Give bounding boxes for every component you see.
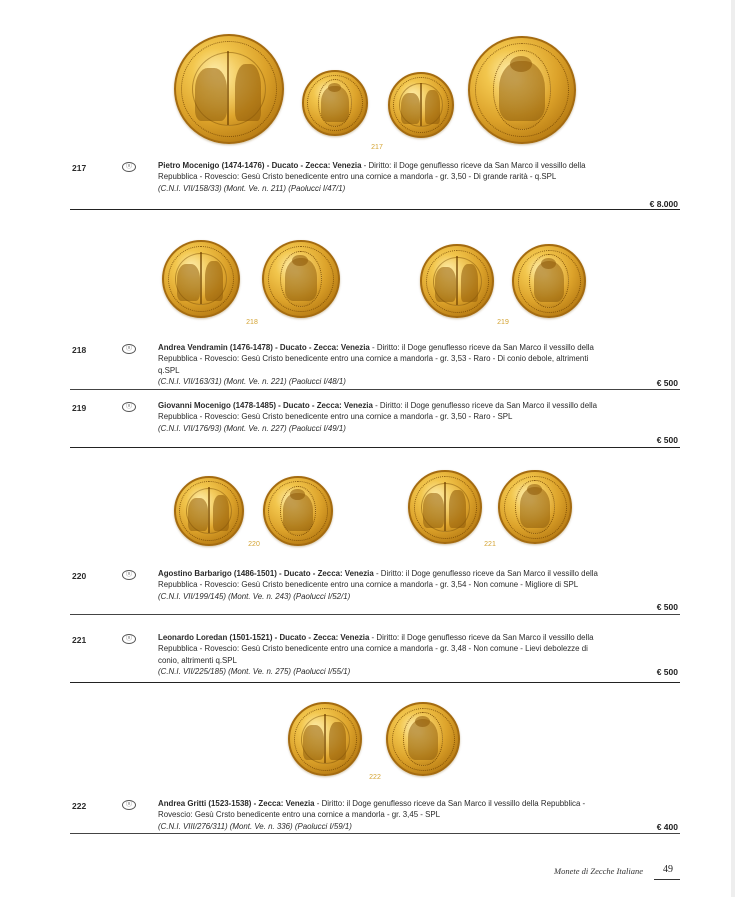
- coin-photo: [262, 240, 340, 318]
- catalog-entry: [70, 568, 680, 620]
- lot-description: [158, 632, 603, 678]
- lot-references: (C.N.I. VIII/276/311) (Mont. Ve. n. 336) (Paolucci I/59/1): [158, 821, 352, 831]
- catalog-entry: [70, 632, 680, 684]
- plate-number-label: 220: [248, 541, 260, 548]
- coin-photo: [302, 70, 368, 136]
- lot-details: - Diritto: il Doge genuflesso riceve da San Marco il vessillo della Repubblica - Rovescio: Gesù Cristo benedicente entro una cornice a mandorla - gr. 3,53 - Raro - Di conio debole, altrimenti q.SPL: [158, 343, 594, 375]
- coin-type-icon: ⓝ: [122, 800, 136, 810]
- entry-divider: [70, 682, 680, 683]
- entry-divider: [70, 209, 680, 210]
- lot-references: (C.N.I. VII/176/93) (Mont. Ve. n. 227) (Paolucci I/49/1): [158, 423, 346, 433]
- plate-number-label: 219: [497, 319, 509, 326]
- lot-price: € 500: [656, 667, 678, 677]
- coin-photo: [174, 476, 244, 546]
- lot-number: 219: [72, 403, 87, 413]
- coin-photo: [263, 476, 333, 546]
- lot-details: - Diritto: il Doge genuflesso riceve da San Marco il vessillo della Repubblica - Rovescio: Gesù Cristo benedicente entro una cornice a mandorla - gr. 3,50 - Di grande rarità - q.SPL: [158, 161, 586, 182]
- catalog-entry: [70, 400, 680, 452]
- lot-price: € 500: [656, 378, 678, 388]
- coin-type-icon: ⓝ: [122, 344, 136, 354]
- lot-number: 217: [72, 163, 87, 173]
- plate-number-label: 221: [484, 541, 496, 548]
- lot-title: Agostino Barbarigo (1486-1501) - Ducato - Zecca: Venezia: [158, 569, 374, 578]
- coin-photo: [420, 244, 494, 318]
- catalog-entry: [70, 798, 680, 850]
- catalog-entry: [70, 342, 680, 394]
- plate-number-label: 218: [246, 319, 258, 326]
- coin-photo: [174, 34, 284, 144]
- lot-title: Andrea Gritti (1523-1538) - Zecca: Venezia: [158, 799, 315, 808]
- lot-number: 220: [72, 571, 87, 581]
- lot-references: (C.N.I. VII/158/33) (Mont. Ve. n. 211) (Paolucci I/47/1): [158, 183, 346, 193]
- lot-title: Andrea Vendramin (1476-1478) - Ducato - Zecca: Venezia: [158, 343, 370, 352]
- page-number-underline: [654, 879, 680, 880]
- coin-type-icon: ⓝ: [122, 570, 136, 580]
- lot-details: - Diritto: il Doge genuflesso riceve da San Marco il vessillo della Repubblica - Rovescio: Gesù Cristo benedicente entro una cornice a mandorla - gr. 3,54 - Non comune - Migliore di SPL: [158, 569, 598, 590]
- entry-divider: [70, 447, 680, 448]
- catalog-entry: [70, 160, 680, 216]
- coin-type-icon: ⓝ: [122, 634, 136, 644]
- lot-description: [158, 798, 603, 832]
- lot-description: [158, 400, 603, 434]
- entry-divider: [70, 833, 680, 834]
- lot-references: (C.N.I. VII/163/31) (Mont. Ve. n. 221) (Paolucci I/48/1): [158, 377, 346, 387]
- lot-title: Pietro Mocenigo (1474-1476) - Ducato - Zecca: Venezia: [158, 161, 362, 170]
- lot-details: - Diritto: il Doge genuflesso riceve da San Marco il vessillo della Repubblica - Rovescio: Gesù Cristo benedicente entro una cornice a mandorla - gr. 3,50 - Raro - SPL: [158, 401, 597, 422]
- coin-photo: [498, 470, 572, 544]
- coin-photo: [388, 72, 454, 138]
- coin-photo: [408, 470, 482, 544]
- lot-title: Giovanni Mocenigo (1478-1485) - Ducato - Zecca: Venezia: [158, 401, 373, 410]
- coin-type-icon: ⓝ: [122, 402, 136, 412]
- lot-title: Leonardo Loredan (1501-1521) - Ducato - Zecca: Venezia: [158, 633, 370, 642]
- page-edge-shadow: [731, 0, 735, 897]
- coin-photo: [512, 244, 586, 318]
- lot-references: (C.N.I. VII/199/145) (Mont. Ve. n. 243) (Paolucci I/52/1): [158, 591, 351, 601]
- coin-photo: [386, 702, 460, 776]
- lot-price: € 500: [656, 435, 678, 445]
- lot-references: (C.N.I. VII/225/185) (Mont. Ve. n. 275) (Paolucci I/55/1): [158, 667, 351, 677]
- plate-number-label: 222: [369, 774, 381, 781]
- lot-description: [158, 342, 603, 388]
- page-number: 49: [663, 864, 673, 875]
- lot-number: 221: [72, 635, 87, 645]
- lot-price: € 400: [656, 822, 678, 832]
- lot-description: [158, 568, 603, 602]
- running-footer-title: Monete di Zecche Italiane: [554, 866, 643, 876]
- entry-divider: [70, 614, 680, 615]
- entry-divider: [70, 389, 680, 390]
- lot-number: 218: [72, 345, 87, 355]
- coin-type-icon: ⓝ: [122, 162, 136, 172]
- lot-price: € 500: [656, 602, 678, 612]
- lot-details: - Diritto: il Doge genuflesso riceve da San Marco il vessillo della Repubblica - Rovescio: Gesù Crsto benedicente entro una cornice a mandorla - gr. 3,45 - SPL: [158, 799, 586, 820]
- coin-photo: [468, 36, 576, 144]
- lot-description: [158, 160, 603, 194]
- lot-price: € 8.000: [649, 199, 678, 209]
- coin-photo: [162, 240, 240, 318]
- lot-number: 222: [72, 801, 87, 811]
- plate-number-label: 217: [371, 144, 383, 151]
- coin-photo: [288, 702, 362, 776]
- lot-details: - Diritto: il Doge genuflesso riceve da San Marco il vessillo della Repubblica - Rovescio: Gesù Cristo benedicente entro una cornice a mandorla - gr. 3,48 - Non comune - Lievi debolezze di conio, altrimenti q.SPL: [158, 633, 594, 665]
